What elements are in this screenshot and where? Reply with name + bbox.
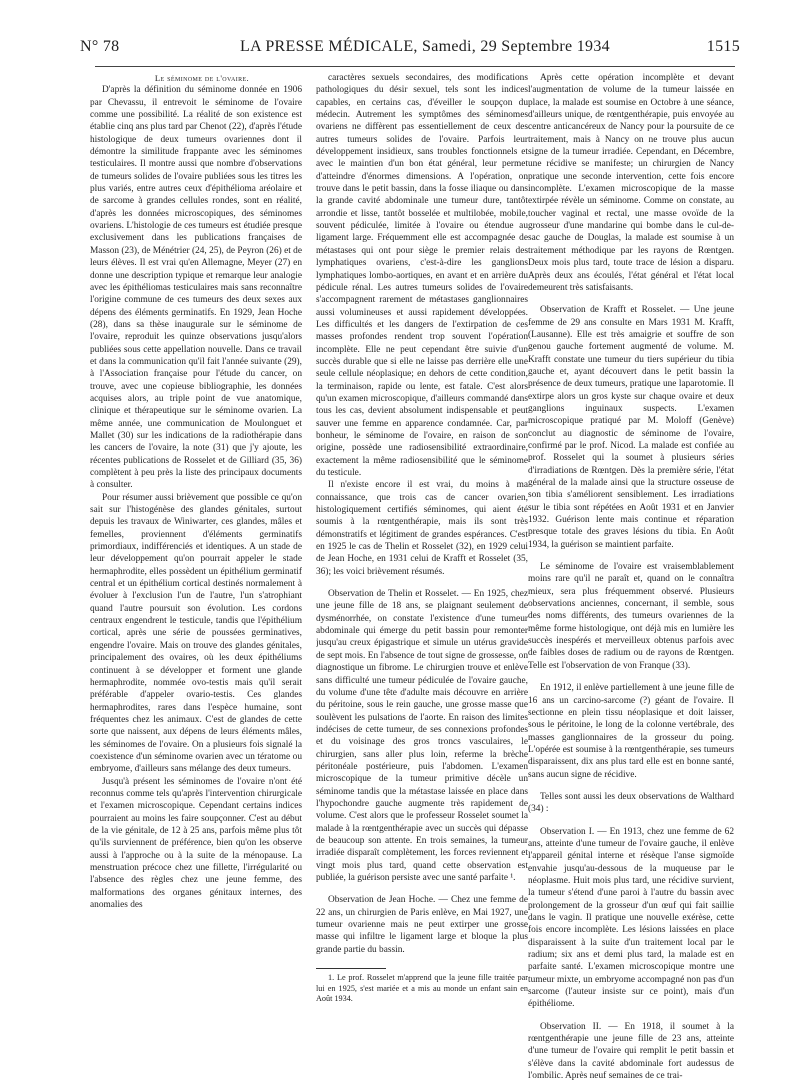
observation-paragraph: Observation de Thelin et Rosselet. — En 1925, chez une jeune fille de 18 ans, se plaignant seulement de dysménorrhée, on constate l'existence d'une tumeur abdominale qui émerge du petit bassin pour remonter jusqu'au creux épigastrique et simule un utérus gravide de sept mois. En l'absence de tout signe de grossesse, on diagnostique un fibrome. Le chirurgien trouve et enlève sans difficulté une tumeur pédiculée de l'ovaire gauche, du volume d'une tête d'adulte mais découvre en arrière du péritoine, sous le rein gauche, une grosse masse que soulèvent les pulsations de l'aorte. En raison des limites indécises de cette tumeur, de ses connexions profondes et du voisinage des gros troncs vasculaires, le chirurgien, sans aller plus loin, referme la brèche péritonéale postérieure, puis l'abdomen. L'examen microscopique de la tumeur primitive décèle un séminome tandis que la métastase laissée en place dans l'hypochondre gauche augmente très rapidement de volume. C'est alors que le professeur Rosselet soumet la malade à la rœntgenthérapie avec un succès qui dépasse de beaucoup son attente. En trois semaines, la tumeur irradiée disparaît complètement, les forces reviennent et vingt mois plus tard, quand cette observation est publiée, la guérison persiste avec une santé parfaite ¹. bbox=[316, 589, 528, 883]
observation-paragraph: Observation II. — En 1918, il soumet à la rœntgenthérapie une jeune fille de 23 ans, atteinte d'une tumeur de l'ovaire qui remplit le petit bassin et s'élève dans la cavité abdominale fort audessus de l'ombilic. Après neuf semaines de ce trai- bbox=[528, 1021, 734, 1082]
paragraph: D'après la définition du séminome donnée en 1906 par Chevassu, il entrevoit le séminome de l'ovaire comme une possibilité. La réalité de son existence est établie cinq ans plus tard par Chenot (22), d'après l'étude histologique de deux tumeurs ovariennes dont il démontre la similitude frappante avec les séminomes testiculaires. Il montre aussi que nombre d'observations de tumeurs solides de l'ovaire publiées sous les titres les plus variés, entre autres ceux d'épithélioma aréolaire et de sarcome à grandes cellules rondes, sont en réalité, d'après les données microscopiques, des séminomes ovariens. L'histologie de ces tumeurs est étudiée presque exclusivement dans les publications françaises de Masson (23), de Ménétrier (24, 25), de Peyron (26) et de leurs élèves. Il est vrai qu'en Allemagne, Meyer (27) en donne une description typique et remarque leur analogie avec les épithéliomas testiculaires mais sans reconnaître l'origine commune de ces tumeurs des deux sexes aux dépens des éléments germinatifs. En 1929, Jean Hoche (28), dans sa thèse inaugurale sur le séminome de l'ovaire, reproduit les quinze observations jusqu'alors publiées sous cette appellation nouvelle. Dans ce travail et dans la communication qu'il fait l'année suivante (29), à l'Association française pour l'étude du cancer, on trouve, avec une copieuse bibliographie, les données acquises alors, au triple point de vue anatomique, clinique et thérapeutique sur le séminome ovarien. La même année, une communication de Moulonguet et Mallet (30) sur les indications de la radiothérapie dans les cancers de l'ovaire, la note (31) que j'y ajoute, les récentes publications de Rosselet et de Gilliard (35, 36) complètent à peu près la liste des principaux documents à consulter. bbox=[90, 85, 302, 491]
text-column-1 bbox=[90, 72, 302, 1082]
footnote: 1. Le prof. Rosselet m'apprend que la jeune fille traitée par lui en 1925, s'est mariée et a mis au monde un enfant sain en Août 1934. bbox=[316, 973, 528, 1004]
section-heading: Le séminome de l'ovaire. bbox=[154, 73, 250, 83]
observation-paragraph: Observation I. — En 1913, chez une femme de 62 ans, atteinte d'une tumeur de l'ovaire gauche, il enlève l'appareil génital interne et résèque l'anse sigmoïde envahie jusqu'au-dessous de la muqueuse par le néoplasme. Huit mois plus tard, une récidive survient, la tumeur s'étend d'une paroi à l'autre du bassin avec prolongement de la grosseur d'un œuf qui fait saillie dans le vagin. Il pratique une nouvelle exérèse, cette fois encore incomplète. Les lésions laissées en place disparaissent à la suite d'un traitement local par le radium; six ans et demi plus tard, la malade est en parfaite santé. L'examen microscopique montre une tumeur mixte, un embryome accompagné non pas d'un sarcome (l'auteur insiste sur ce point), mais d'un épithéliome. bbox=[528, 826, 734, 1010]
paragraph: Pour résumer aussi brièvement que possible ce qu'on sait sur l'histogénèse des glandes génitales, surtout depuis les travaux de Winiwarter, ces glandes, mâles et femelles, proviennent d'éléments germinatifs primordiaux, indifférenciés et identiques. A un stade de leur développement qu'on pourrait appeler le stade hermaphrodite, elles possèdent un épithélium germinatif central et un épithélium cortical destinés normalement à évoluer à l'exclusion l'un de l'autre, l'un s'atrophiant quand l'autre poursuit son évolution. Les cordons centraux engendrent le testicule, tandis que l'épithélium cortical, après une série de poussées germinatives, engendre l'ovaire. Mais on trouve des glandes génitales, principalement des ovaires, où les deux épithéliums continuent à se développer et forment une glande hermaphrodite, nommée ovo-testis mais qu'il serait préférable d'appeler ovario-testis. Ces glandes hermaphrodites, rares dans l'espèce humaine, sont fréquentes chez les animaux. C'est de glandes de cette sorte que naissent, aux dépens de leurs éléments mâles, les séminomes de l'ovaire. On a plusieurs fois signalé la coexistence d'un séminome ovarien avec un tératome ou embryome, d'ailleurs sans mélange des deux tumeurs. bbox=[90, 492, 302, 775]
paragraph: Telles sont aussi les deux observations de Walthard (34) : bbox=[528, 791, 734, 815]
text-column-2 bbox=[316, 72, 528, 1082]
paragraph: Après cette opération incomplète et devant l'augmentation de volume de la tumeur laissée en place, la malade est soumise en Octobre à une séance, d'ailleurs unique, de rœntgenthérapie, puis envoyée au centre anticancéreux de Nancy pour la poursuite de ce traitement, mais à Nancy on ne trouve plus aucun signe de la tumeur irradiée. Cependant, en Décembre, une récidive se manifeste; un chirurgien de Nancy pratique une seconde intervention, cette fois encore incomplète. L'examen microscopique de la masse extirpée révèle un séminome. Comme on constate, au toucher vaginal et rectal, une masse ovoïde de la grosseur d'une mandarine qui bombe dans le cul-de-sac gauche de Douglas, la malade est soumise à un traitement méthodique par les rayons de Rœntgen. Deux mois plus tard, toute trace de lésion a disparu. Après deux ans écoulés, l'état général et l'état local demeurent très satisfaisants. bbox=[528, 73, 734, 293]
page-number: 1515 bbox=[706, 38, 740, 55]
header-rule bbox=[95, 66, 735, 67]
issue-number: N° 78 bbox=[80, 38, 120, 55]
observation-paragraph: Observation de Jean Hoche. — Chez une femme de 22 ans, un chirurgien de Paris enlève, en Mai 1927, une tumeur ovarienne mais ne peut extirper une grosse masse qui infiltre le ligament large et bloque la plus grande partie du bassin. bbox=[316, 895, 528, 955]
paragraph: Jusqu'à présent les séminomes de l'ovaire n'ont été reconnus comme tels qu'après l'intervention chirurgicale et l'examen microscopique. Cependant certains indices pourraient au moins les faire soupçonner. C'est au début de la vie génitale, de 12 à 25 ans, parfois même plus tôt qu'ils surviennent de préférence, bien qu'on les observe aussi à l'approche ou à la suite de la ménopause. La menstruation précoce chez une fillette, l'irrégularité ou l'absence des règles chez une jeune femme, des malformations des organes génitaux internes, des anomalies des bbox=[90, 776, 302, 911]
observation-paragraph: Observation de Krafft et Rosselet. — Une jeune femme de 29 ans consulte en Mars 1931 M. Krafft, (Lausanne). Elle est très amaigrie et souffre de son genou gauche fortement augmenté de volume. M. Krafft constate une tumeur du tiers supérieur du tibia gauche et, ayant découvert dans le petit bassin la présence de deux tumeurs, pratique une laparotomie. Il extirpe alors un gros kyste sur chaque ovaire et deux ganglions inguinaux suspects. L'examen microscopique pratiqué par M. Moloff (Genève) conclut au diagnostic de séminome de l'ovaire, confirmé par le prof. Nicod. La malade est confiée au prof. Rosselet qui la soumet à plusieurs séries d'irradiations de Rœntgen. Dès la première série, l'état général de la malade ainsi que la structure osseuse de son tibia s'améliorent sensiblement. Les irradiations sur le tibia sont répétées en Août 1931 et en Janvier 1932. Guérison lente mais continue et réparation presque totale des graves lésions du tibia. En Août 1934, la guérison se maintient parfaite. bbox=[528, 305, 734, 550]
journal-title: LA PRESSE MÉDICALE, Samedi, 29 Septembre 1934 bbox=[240, 38, 610, 55]
text-column-3 bbox=[528, 72, 734, 1082]
footnote-rule bbox=[316, 968, 386, 969]
paragraph: caractères sexuels secondaires, des modifications pathologiques du désir sexuel, tels sont les indices capables, en certains cas, d'éveiller le soupçon du médecin. Autrement les symptômes des séminomes ovariens ne diffèrent pas essentiellement de ceux des autres tumeurs solides de l'ovaire. Parfois leur développement insidieux, sans troubles fonctionnels et avec le maintien d'un bon état général, leur permet d'atteindre d'énormes dimensions. A l'opération, on trouve dans le petit bassin, dans la fosse iliaque ou dans la grande cavité abdominale une tumeur dure, tantôt arrondie et lisse, tantôt bosselée et multilobée, mobile, souvent pédiculée, limitée à l'ovaire ou étendue au ligament large. Fréquemment elle est accompagnée de métastases qui ont pour siège le premier relais des lymphatiques ovariens, c'est-à-dire les ganglions lymphatiques lombo-aortiques, en avant et en arrière du pédicule rénal. Les autres tumeurs solides de l'ovaire s'accompagnent rarement de métastases ganglionnaires aussi volumineuses et aussi rapidement développées. Les difficultés et les dangers de l'extirpation de ces masses profondes rendent trop souvent l'opération incomplète. Elle ne peut cependant être suivie d'un succès durable que si elle ne laisse pas derrière elle une seule cellule néoplasique; en dehors de cette condition, la terminaison, rapide ou lente, est fatale. C'est alors qu'un examen microscopique, d'ailleurs commandé dans tous les cas, devient absolument indispensable et peut sauver une femme en apparence condamnée. Car, par bonheur, le séminome de l'ovaire, en raison de son origine, possède une radiosensibilité extraordinaire, exactement la même radiosensibilité que le séminome du testicule. bbox=[316, 73, 528, 478]
paragraph: Il n'existe encore il est vrai, du moins à ma connaissance, que trois cas de cancer ovarien, histologiquement certifiés séminomes, qui aient été soumis à la rœntgenthérapie, mais ils sont très démonstratifs et légitiment de grandes espérances. C'est en 1925 le cas de Thelin et Rosselet (32), en 1929 celui de Jean Hoche, en 1931 celui de Krafft et Rosselet (35, 36); les voici brièvement résumés. bbox=[316, 480, 528, 577]
paragraph: Le séminome de l'ovaire est vraisemblablement moins rare qu'il ne paraît et, quand on le connaîtra mieux, sera plus fréquemment observé. Plusieurs observations anciennes, concernant, il semble, sous des noms différents, des tumeurs ovariennes de la même forme histologique, ont déjà mis en lumière les succès inespérés et merveilleux obtenus parfois avec de faibles doses de radium ou de rayons de Rœntgen. Telle est l'observation de von Franque (33). bbox=[528, 562, 734, 671]
running-header bbox=[60, 38, 740, 64]
paragraph: En 1912, il enlève partiellement à une jeune fille de 16 ans un carcino-sarcome (?) géant de l'ovaire. Il sectionne en plein tissu néoplasique et doit laisser, sous le péritoine, le long de la colonne vertébrale, des masses ganglionnaires de la grosseur du poing. L'opérée est soumise à la rœntgenthérapie, ses tumeurs disparaissent, dix ans plus tard elle est en bonne santé, sans aucun signe de récidive. bbox=[528, 683, 734, 780]
